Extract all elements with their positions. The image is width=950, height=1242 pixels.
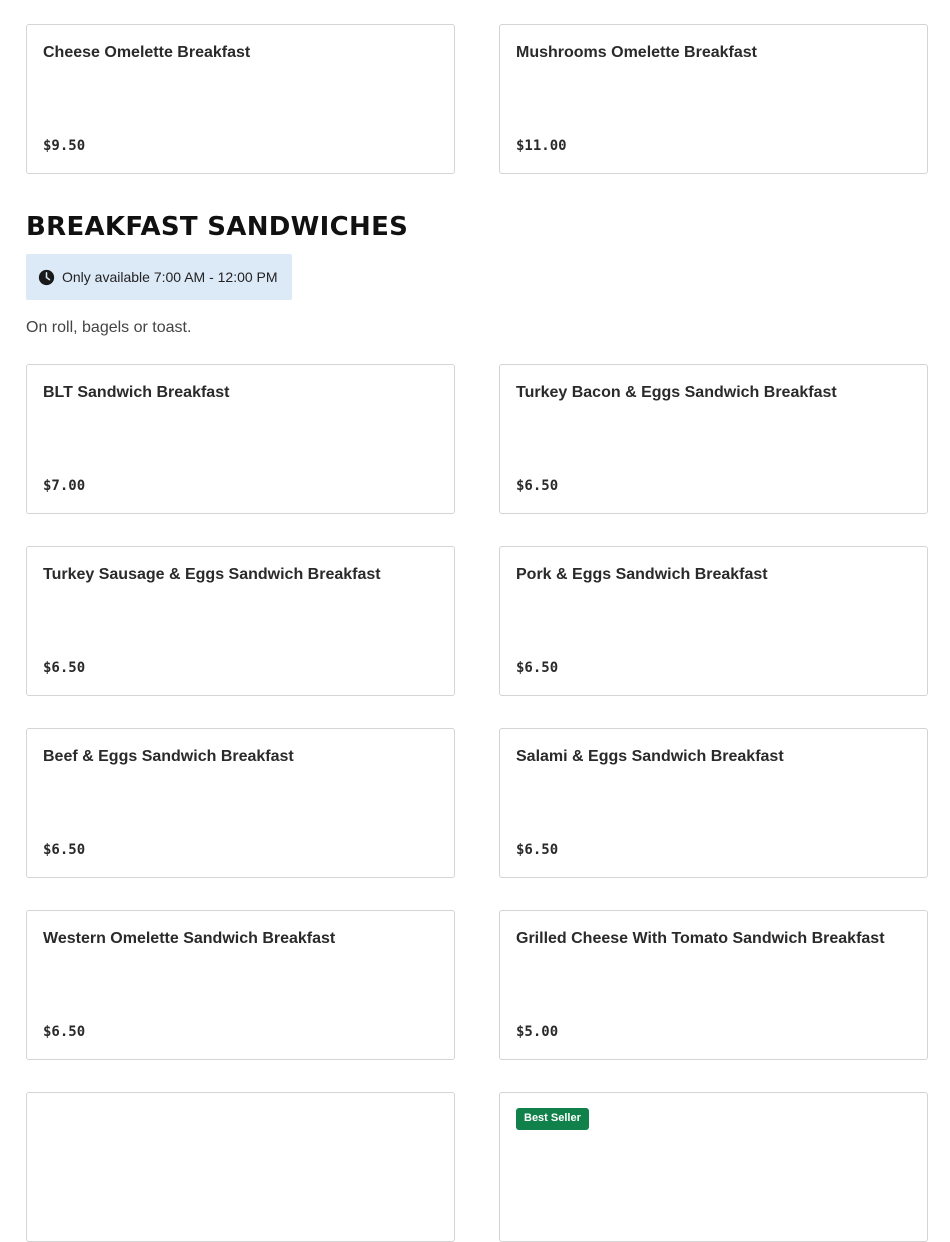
menu-item-card[interactable]: [499, 24, 928, 174]
item-price: $6.50: [43, 1024, 86, 1040]
item-name: Turkey Bacon & Eggs Sandwich Breakfast: [516, 384, 837, 401]
menu-item-card[interactable]: [499, 910, 928, 1060]
menu-item-card[interactable]: [26, 1092, 455, 1242]
item-price: $6.50: [516, 660, 559, 676]
clock-icon: [38, 269, 55, 286]
menu-item-card[interactable]: [26, 546, 455, 696]
item-name: Grilled Cheese With Tomato Sandwich Breakfast: [516, 930, 885, 947]
item-name: Turkey Sausage & Eggs Sandwich Breakfast: [43, 566, 381, 583]
section-description: On roll, bagels or toast.: [26, 319, 192, 336]
item-name: Cheese Omelette Breakfast: [43, 44, 251, 61]
item-price: $6.50: [516, 478, 559, 494]
item-price: $6.50: [516, 842, 559, 858]
menu-item-card[interactable]: [26, 24, 455, 174]
menu-item-card[interactable]: [26, 728, 455, 878]
item-name: Western Omelette Sandwich Breakfast: [43, 930, 336, 947]
menu-item-card[interactable]: [26, 364, 455, 514]
availability-text: Only available 7:00 AM - 12:00 PM: [62, 269, 278, 285]
item-price: $7.00: [43, 478, 86, 494]
menu-item-card[interactable]: [499, 1092, 928, 1242]
availability-banner: [26, 254, 292, 300]
menu-item-card[interactable]: [499, 364, 928, 514]
best-seller-badge: Best Seller: [516, 1108, 589, 1130]
item-price: $6.50: [43, 842, 86, 858]
menu-item-card[interactable]: [499, 546, 928, 696]
menu-item-card[interactable]: [26, 910, 455, 1060]
item-price: $6.50: [43, 660, 86, 676]
section-title: BREAKFAST SANDWICHES: [26, 212, 409, 242]
item-name: Mushrooms Omelette Breakfast: [516, 44, 757, 61]
menu-item-card[interactable]: [499, 728, 928, 878]
item-price: $5.00: [516, 1024, 559, 1040]
item-name: Pork & Eggs Sandwich Breakfast: [516, 566, 768, 583]
item-price: $9.50: [43, 138, 86, 154]
item-name: Salami & Eggs Sandwich Breakfast: [516, 748, 784, 765]
item-name: Beef & Eggs Sandwich Breakfast: [43, 748, 294, 765]
item-name: BLT Sandwich Breakfast: [43, 384, 230, 401]
item-price: $11.00: [516, 138, 567, 154]
